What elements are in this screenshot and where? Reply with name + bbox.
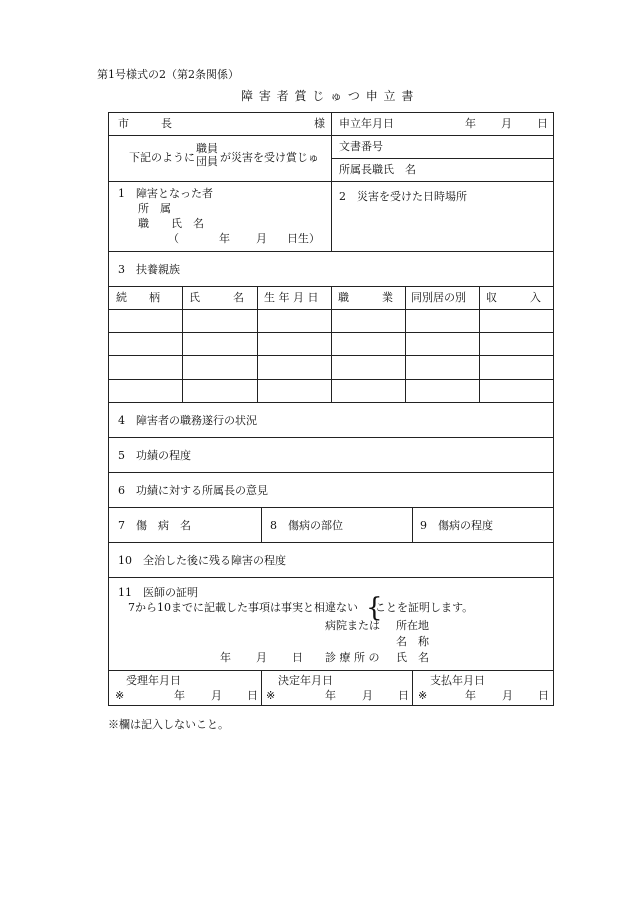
- receipt-year: 年: [174, 689, 185, 702]
- hospital-a: 病院または: [325, 619, 380, 632]
- cert-day: 日: [292, 651, 303, 664]
- intro-stack-bottom: 団員: [196, 155, 218, 168]
- section10: 10 全治した後に残る障害の程度: [118, 554, 286, 567]
- col-name: 氏 名: [189, 291, 244, 304]
- mayor-city: 市: [118, 117, 129, 130]
- payment-day: 日: [538, 689, 549, 702]
- intro-prefix: 下記のように: [129, 151, 195, 164]
- apply-year: 年: [465, 117, 476, 130]
- cert-month: 月: [256, 651, 267, 664]
- section11-heading: 11 医師の証明: [118, 586, 198, 599]
- page-title: 障 害 者 賞 じ ゅ つ 申 立 書: [241, 89, 415, 103]
- col-income: 収 入: [486, 291, 541, 304]
- brace-mark: {: [366, 593, 383, 623]
- cert-year: 年: [220, 651, 231, 664]
- section11-statement-a: 7から10までに記載した事項は事実と相違ない: [128, 601, 358, 614]
- footnote: ※欄は記入しないこと。: [108, 718, 229, 731]
- col-birthdate: 生 年 月 日: [264, 291, 319, 304]
- section1-heading: 1 障害となった者: [118, 187, 213, 200]
- decision-date-label: 決定年月日: [278, 674, 333, 687]
- section5: 5 功績の程度: [118, 449, 191, 462]
- mayor-title: 長: [161, 117, 172, 130]
- doc-number-label: 文書番号: [339, 140, 383, 153]
- section1-job-name: 職 氏 名: [138, 217, 204, 230]
- section9: 9 傷病の程度: [420, 519, 493, 532]
- birth-open: （: [168, 232, 179, 245]
- section6: 6 功績に対する所属長の意見: [118, 484, 268, 497]
- section1-affiliation: 所 属: [138, 202, 171, 215]
- section7: 7 傷 病 名: [118, 519, 191, 532]
- col-residence: 同別居の別: [411, 291, 466, 304]
- birth-year: 年: [219, 232, 230, 245]
- intro-suffix: が災害を受け賞じゅ: [220, 151, 319, 164]
- doctor-name-label: 氏 名: [396, 651, 429, 664]
- payment-month: 月: [502, 689, 513, 702]
- apply-day: 日: [537, 117, 548, 130]
- decision-day: 日: [398, 689, 409, 702]
- receipt-day: 日: [247, 689, 258, 702]
- decision-mark: ※: [266, 689, 276, 702]
- receipt-mark: ※: [115, 689, 125, 702]
- payment-year: 年: [465, 689, 476, 702]
- payment-date-label: 支払年月日: [430, 674, 485, 687]
- birth-month: 月: [256, 232, 267, 245]
- receipt-date-label: 受理年月日: [126, 674, 181, 687]
- section3-heading: 3 扶養親族: [118, 263, 180, 276]
- payment-mark: ※: [418, 689, 428, 702]
- chief-label: 所属長職氏 名: [339, 163, 416, 176]
- section8: 8 傷病の部位: [270, 519, 343, 532]
- receipt-month: 月: [211, 689, 222, 702]
- apply-month: 月: [501, 117, 512, 130]
- section4: 4 障害者の職務遂行の状況: [118, 414, 257, 427]
- col-relation: 続 柄: [116, 291, 160, 304]
- decision-month: 月: [362, 689, 373, 702]
- apply-date-label: 申立年月日: [339, 117, 394, 130]
- section11-statement-b: ことを証明します。: [375, 601, 474, 614]
- birth-close: 日生）: [287, 232, 320, 245]
- form-number: 第1号様式の2（第2条関係）: [97, 68, 239, 81]
- section2-heading: 2 災害を受けた日時場所: [339, 190, 467, 203]
- location-label: 所在地: [396, 619, 429, 632]
- col-occupation: 職 業: [338, 291, 393, 304]
- application-form: [108, 112, 554, 706]
- decision-year: 年: [325, 689, 336, 702]
- intro-stack-top: 職員: [196, 142, 218, 155]
- hospital-b: 診 療 所 の: [325, 651, 380, 664]
- mayor-honorific: 様: [314, 117, 325, 130]
- name-label: 名 称: [396, 635, 429, 648]
